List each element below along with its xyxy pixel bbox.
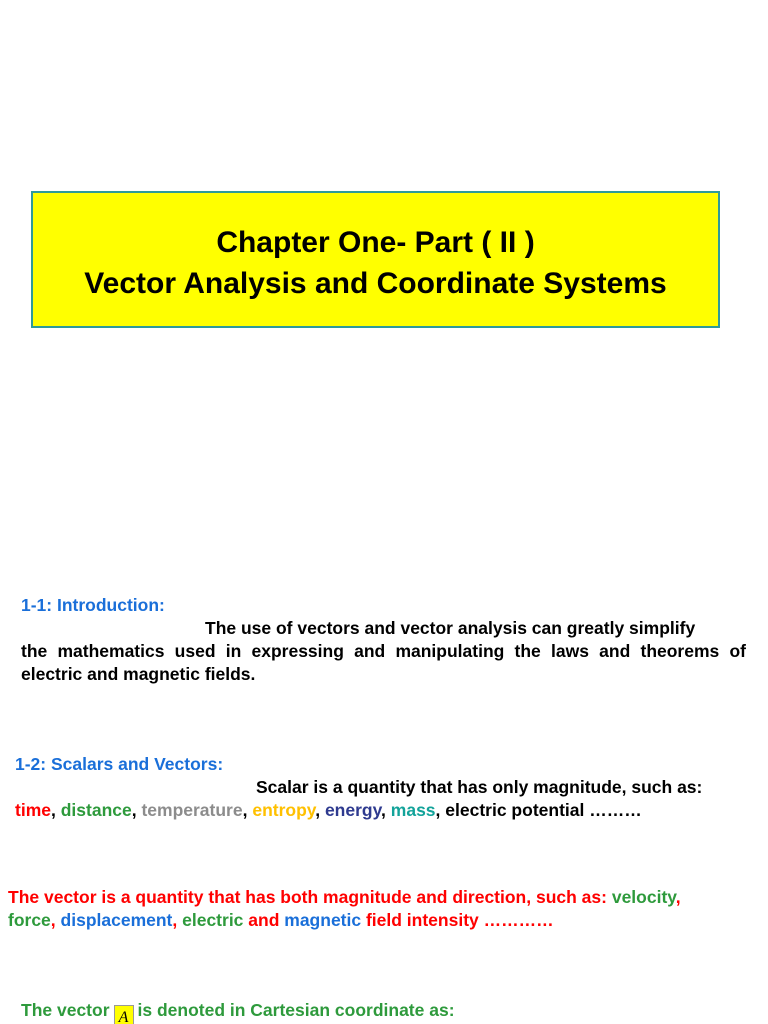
scalar-definition: Scalar is a quantity that has only magnitude, such as: [256,777,703,797]
example-time: time [15,800,51,820]
example-electric: electric [182,910,244,930]
example-mass: mass [390,800,436,820]
example-velocity: velocity [611,887,676,907]
intro-heading: 1-1: Introduction: [21,595,165,615]
intro-first-line: The use of vectors and vector analysis can greatly simplify [205,618,696,638]
vector-definition-intro: The vector is a quantity that has both magnitude and direction, such as: [8,887,612,907]
vector-definition-line1: The vector is a quantity that has both magnitude and direction, such as: velocity, [8,887,681,907]
example-entropy: entropy [252,800,316,820]
scalar-examples: time, distance, temperature, entropy, energy, mass, electric potential ……… [15,800,642,820]
scalars-heading: 1-2: Scalars and Vectors: [15,754,224,774]
example-field-intensity: field intensity ………… [361,910,554,930]
example-electric-potential: electric potential ……… [445,800,642,820]
chapter-subtitle: Vector Analysis and Coordinate Systems [84,267,667,300]
example-distance: distance [60,800,132,820]
cartesian-prefix: The vector [21,1000,110,1020]
vector-a-symbol: A [114,1005,134,1024]
example-magnetic: magnetic [284,910,362,930]
intro-paragraph: the mathematics used in expressing and manipulating the laws and theorems of electric and magnetic fields. [21,641,746,684]
example-energy: energy [324,800,382,820]
chapter-title-box [31,191,720,328]
example-displacement: displacement [60,910,173,930]
example-force: force [8,910,51,930]
chapter-title: Chapter One- Part ( II ) [216,226,535,259]
vector-definition-line2: force, displacement, electric and magnetic field intensity ………… [8,910,554,930]
cartesian-suffix: is denoted in Cartesian coordinate as: [137,1000,455,1020]
cartesian-sentence [21,999,455,1024]
example-temperature: temperature [141,800,243,820]
